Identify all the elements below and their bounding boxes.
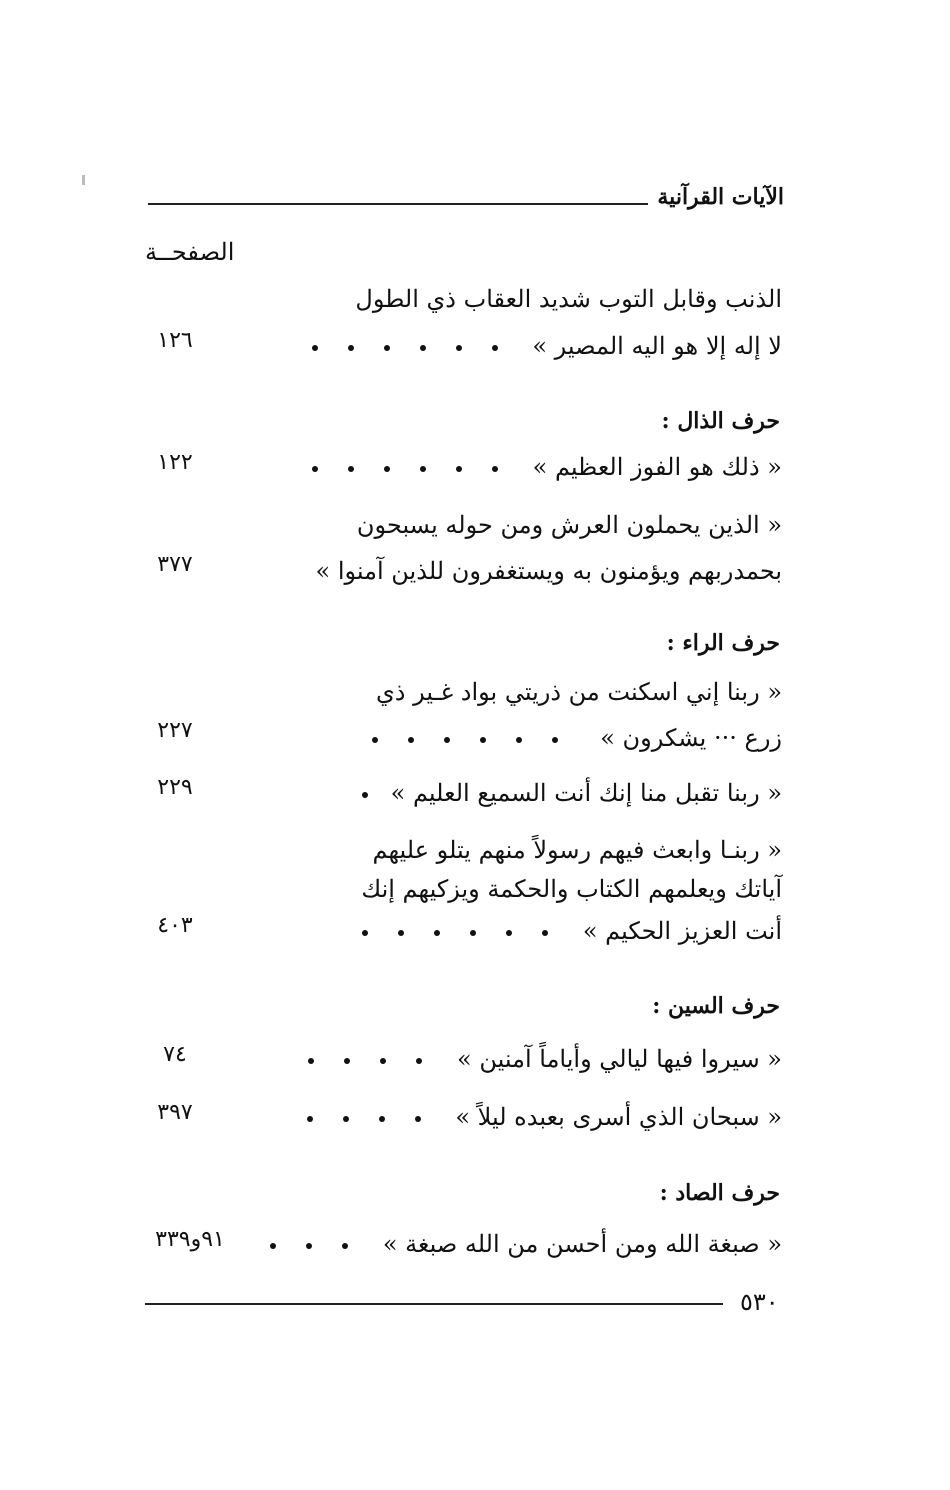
page-ref: ١٢٦ (157, 328, 193, 353)
page-ref: ١٢٢ (157, 450, 193, 475)
footer-rule (145, 1303, 723, 1305)
verse-text: « صبغة الله ومن أحسن من الله صبغة » (382, 1230, 782, 1258)
verse-text: أنت العزيز الحكيم » (582, 917, 782, 945)
verse-line (297, 334, 782, 358)
verse-line: بحمدربهم ويؤمنون به ويستغفرون للذين آمنوا » (315, 557, 782, 585)
page-ref: ٩١و٣٣٩ (155, 1227, 225, 1252)
scan-speck (82, 175, 85, 185)
page-ref: ٢٢٧ (157, 718, 193, 743)
verse-line (347, 919, 782, 943)
leader-dots (297, 453, 513, 481)
section-heading-thal: حرف الذال : (661, 408, 780, 434)
leader-dots (357, 724, 573, 752)
running-header-title: الآيات القرآنية (657, 184, 784, 210)
page-number: ٥٣٠ (740, 1288, 779, 1316)
verse-line (255, 1232, 782, 1256)
verse-text: لا إله إلا هو اليه المصير » (532, 332, 782, 360)
leader-dots (292, 1103, 436, 1131)
page-ref: ٧٤ (163, 1042, 187, 1067)
page-ref: ٣٧٧ (157, 552, 193, 577)
verse-line: « الذين يحملون العرش ومن حوله يسبحون (356, 511, 782, 539)
verse-line: « ربنـا وابعث فيهم رسولاً منهم يتلو عليهم (372, 836, 782, 864)
leader-dots (255, 1230, 363, 1258)
verse-text: « ذلك هو الفوز العظيم » (532, 453, 782, 481)
verse-line: آياتك ويعلمهم الكتاب والحكمة ويزكيهم إنك (361, 875, 782, 903)
header-rule (148, 203, 648, 205)
verse-line (297, 455, 782, 479)
verse-line (347, 781, 782, 805)
verse-text: « سيروا فيها ليالي وأياماً آمنين » (457, 1045, 782, 1073)
section-heading-ra: حرف الراء : (666, 630, 780, 656)
leader-dots (293, 1045, 437, 1073)
verse-text: زرع ··· يشكرون » (600, 724, 782, 752)
verse-line: « ربنا إني اسكنت من ذريتي بواد غـير ذي (375, 678, 782, 706)
verse-line (357, 726, 782, 750)
verse-line (293, 1047, 782, 1071)
page-ref: ٤٠٣ (157, 913, 193, 938)
verse-line: الذنب وقابل التوب شديد العقاب ذي الطول (355, 285, 782, 313)
page-ref: ٢٢٩ (157, 775, 193, 800)
page-ref: ٣٩٧ (157, 1100, 193, 1125)
leader-dots (347, 779, 383, 807)
section-heading-seen: حرف السين : (652, 993, 780, 1019)
verse-line (292, 1105, 782, 1129)
page-column-label: الصفحــة (145, 238, 235, 266)
verse-text: « ربنا تقبل منا إنك أنت السميع العليم » (390, 779, 782, 807)
leader-dots (347, 917, 563, 945)
section-heading-sad: حرف الصاد : (659, 1180, 780, 1206)
verse-text: « سبحان الذي أسرى بعبده ليلاً » (455, 1103, 782, 1131)
leader-dots (297, 332, 513, 360)
